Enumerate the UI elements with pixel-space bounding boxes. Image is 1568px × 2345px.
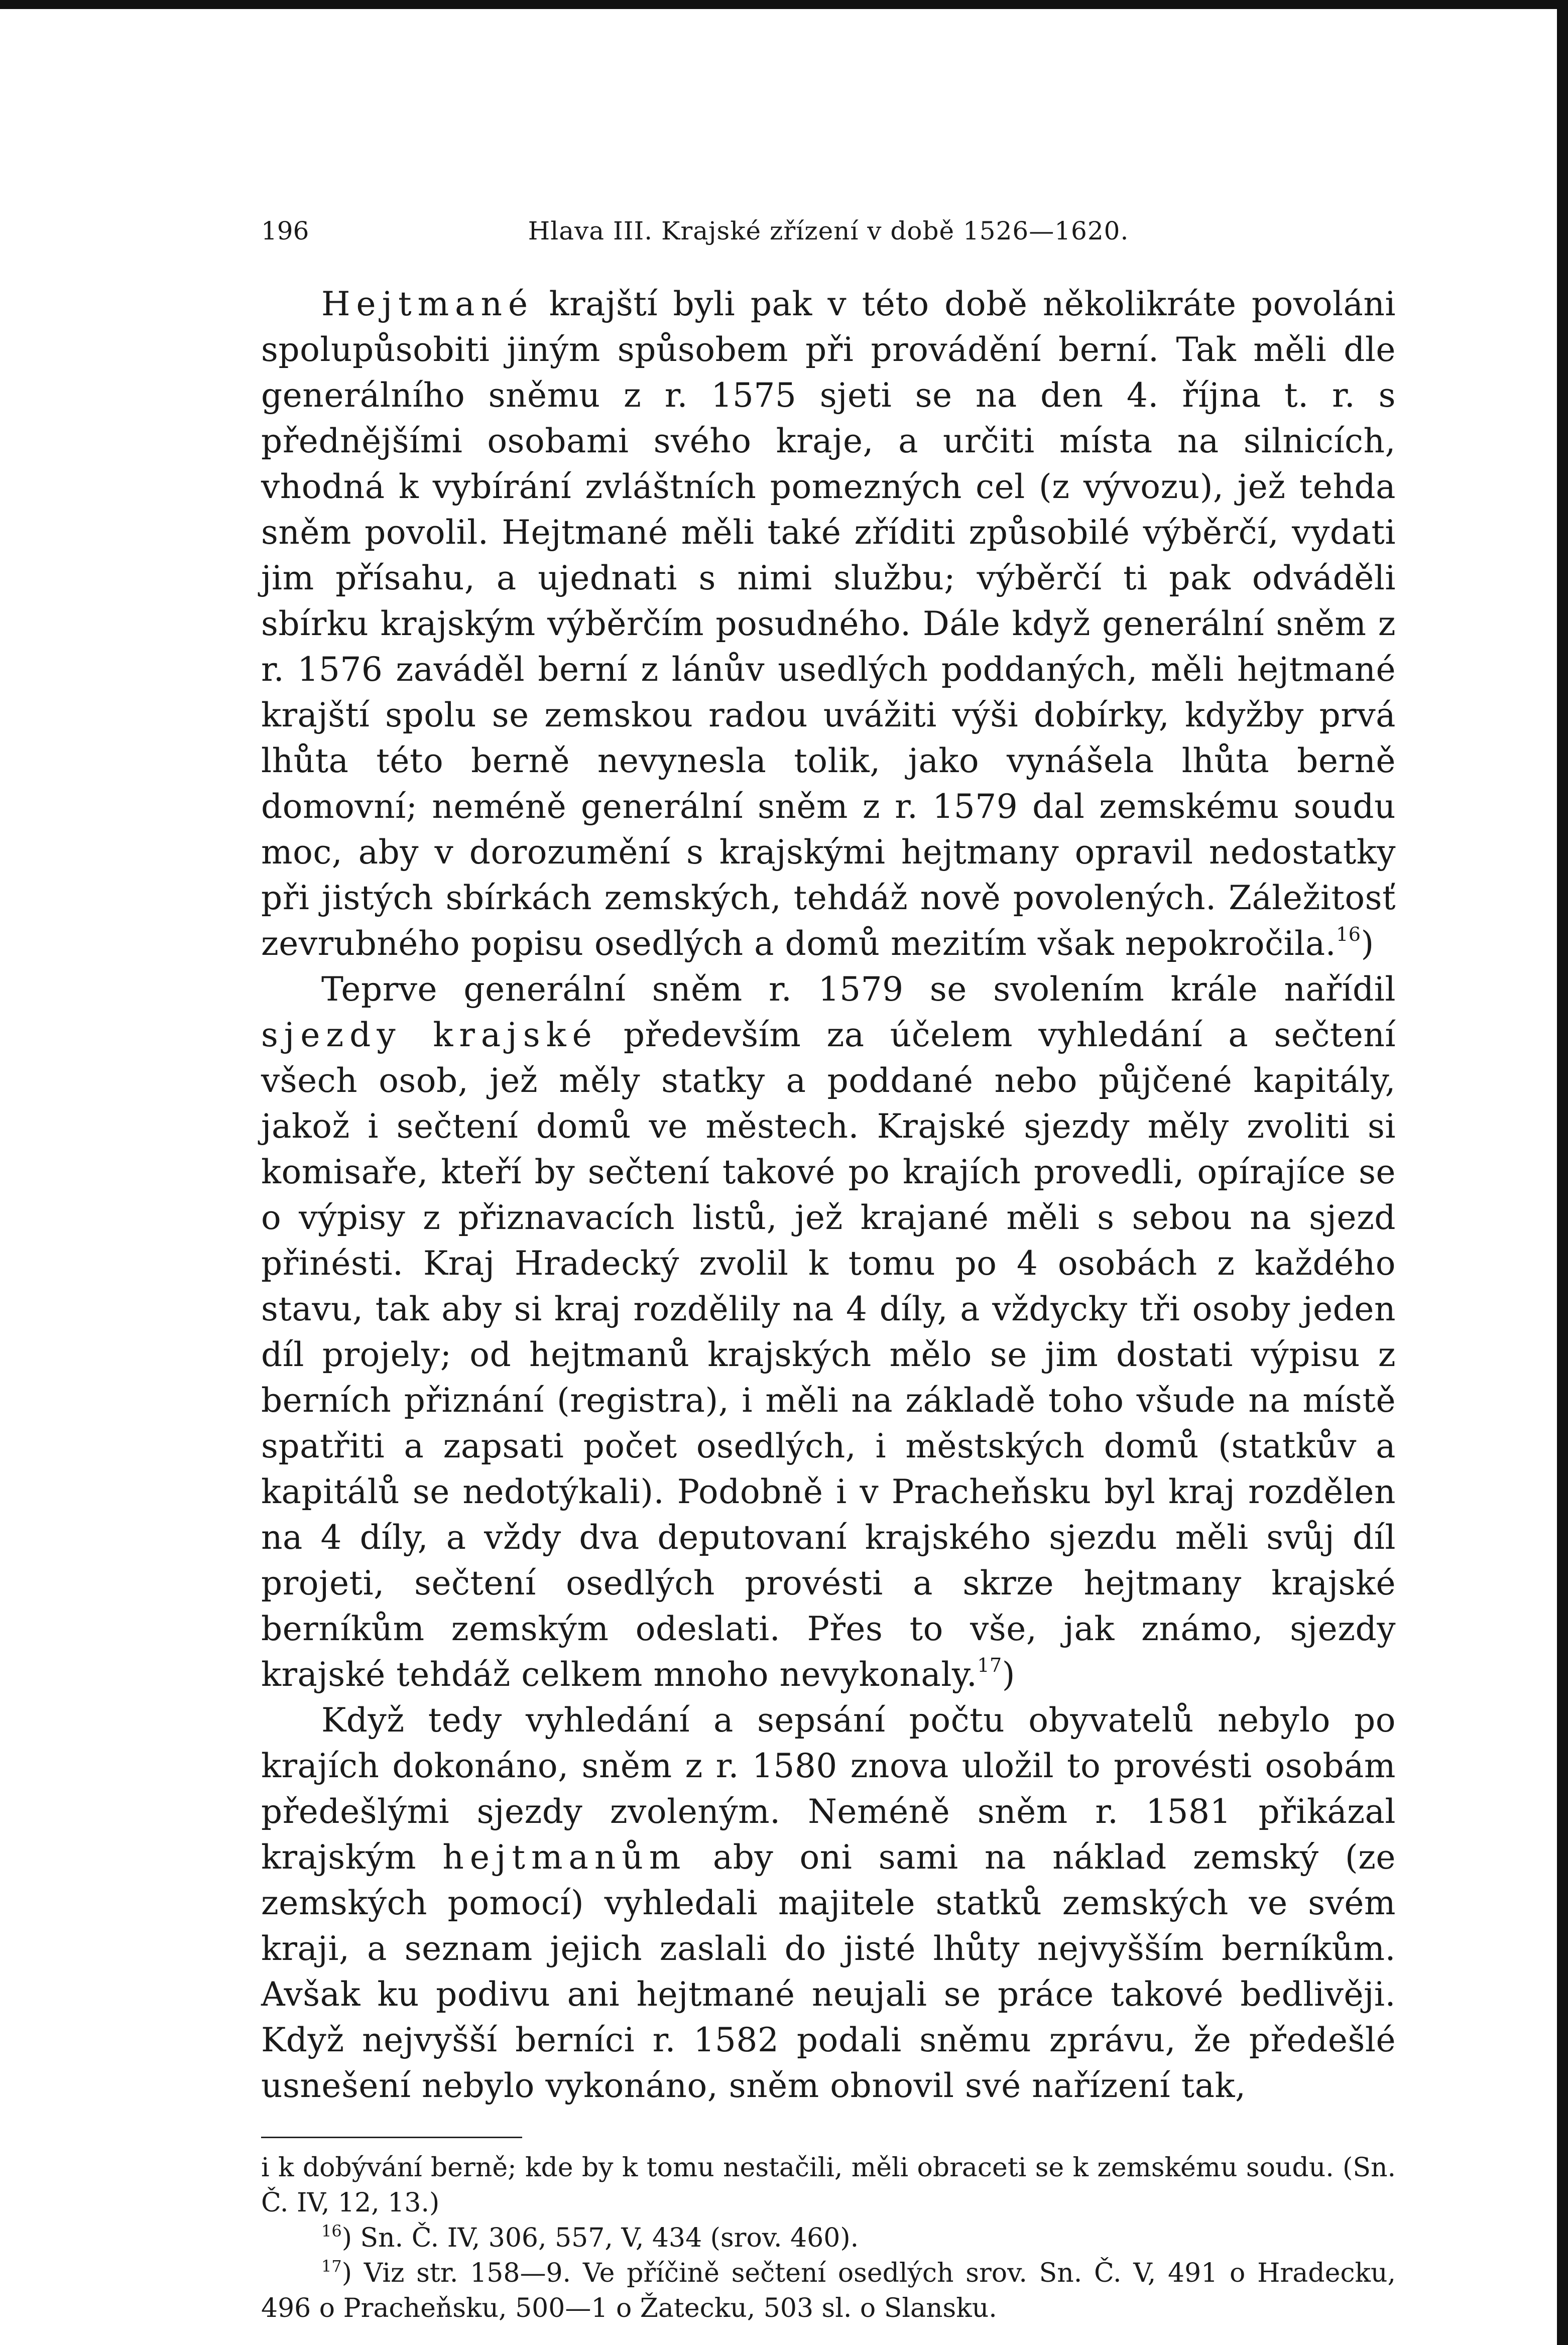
footnotes: [261, 2150, 1396, 2326]
footnote-mark-17: 17: [321, 2257, 342, 2276]
paragraph-text: Když tedy vyhledání a sepsání počtu obyvatelů nebylo po krajích dokonáno, sněm z r. 1580 znova uložil to provésti osobám předešlými sjezdy zvoleným. Neméně sněm r. 1581 přikázal krajským: [261, 1701, 1396, 1877]
footnote-continuation: i k dobývání berně; kde by k tomu nestačili, měli obraceti se k zemskému soudu. (Sn. Č. IV, 12, 13.): [261, 2153, 1396, 2218]
page-number: 196: [261, 216, 309, 245]
footnote-ref-17: 17: [977, 1654, 1002, 1676]
paragraph-text: Teprve generální sněm r. 1579 se svolením krále nařídil: [321, 970, 1396, 1009]
footnote-ref-16: 16: [1336, 923, 1361, 945]
paragraph-1: [261, 281, 1396, 966]
paragraph-closing: ): [1361, 924, 1374, 963]
footnote-divider: [261, 2137, 522, 2138]
paragraph-closing: ): [1002, 1655, 1015, 1694]
scan-border-right: [1557, 0, 1568, 2345]
footnote-16: [261, 2220, 1396, 2256]
footnote-mark-16: 16: [321, 2221, 342, 2241]
spaced-term: Hejtmané: [321, 285, 534, 323]
paragraph-2: [261, 966, 1396, 1697]
footnote-text-16: ) Sn. Č. IV, 306, 557, V, 434 (srov. 460).: [341, 2223, 859, 2253]
chapter-title: Hlava III. Krajské zřízení v době 1526—1620.: [528, 216, 1129, 245]
scan-border-top: [0, 0, 1568, 9]
paragraph-3: [261, 1697, 1396, 2109]
main-text: [261, 281, 1396, 2109]
spaced-term: hejtmanům: [442, 1838, 687, 1877]
running-head: [261, 211, 1396, 251]
spaced-term: sjezdy krajské: [261, 1016, 598, 1054]
paragraph-text-cont: především za účelem vyhledání a sečtení všech osob, jež měly statky a poddané nebo půjčené kapitály, jakož i sečtení domů ve městech. Krajské sjezdy měly zvoliti si komisaře, kteří by sečtení takové po krajích provedli, opírajíce se o výpisy z přiznavacích listů, jež krajané měli s sebou na sjezd přinésti. Kraj Hradecký zvolil k tomu po 4 osobách z každého stavu, tak aby si kraj rozdělily na 4 díly, a vždycky tři osoby jeden díl projely; od hejtmanů krajských mělo se jim dostati výpisu z berních přiznání (registra), i měli na základě toho všude na místě spatřiti a zapsati počet osedlých, i městských domů (statkův a kapitálů se nedotýkali). Podobně i v Pracheňsku byl kraj rozdělen na 4 díly, a vždy dva deputovaní krajského sjezdu měli svůj díl projeti, sečtení osedlých provésti a skrze hejtmany krajské berníkům zemským odeslati. Přes to vše, jak známo, sjezdy krajské tehdáž celkem mnoho nevykonaly.: [261, 1016, 1396, 1694]
paragraph-text: krajští byli pak v této době několikráte povoláni spolupůsobiti jiným spůsobem při provádění berní. Tak měli dle generálního sněmu z r. 1575 sjeti se na den 4. října t. r. s přednějšími osobami svého kraje, a určiti místa na silnicích, vhodná k vybírání zvláštních pomezných cel (z vývozu), jež tehda sněm povolil. Hejtmané měli také zříditi způsobilé výběrčí, vydati jim přísahu, a ujednati s nimi službu; výběrčí ti pak odváděli sbírku krajským výběrčím posudného. Dále když generální sněm z r. 1576 zaváděl berní z lánův usedlých poddaných, měli hejtmané krajští spolu se zemskou radou uvážiti výši dobírky, kdyžby prvá lhůta této berně nevynesla tolik, jako vynášela lhůta berně domovní; neméně generální sněm z r. 1579 dal zemskému soudu moc, aby v dorozumění s krajskými hejtmany opravil nedostatky při jistých sbírkách zemských, tehdáž nově povolených. Záležitosť zevrubného popisu osedlých a domů mezitím však nepokročila.: [261, 285, 1396, 963]
footnote-text-17: ) Viz str. 158—9. Ve příčině sečtení osedlých srov. Sn. Č. V, 491 o Hradecku, 496 o Pracheňsku, 500—1 o Žatecku, 503 sl. o Slansku.: [261, 2258, 1396, 2323]
book-page: [261, 211, 1396, 2326]
footnote-17: [261, 2256, 1396, 2326]
paragraph-text-cont: aby oni sami na náklad zemský (ze zemských pomocí) vyhledali majitele statků zemských ve svém kraji, a seznam jejich zaslali do jisté lhůty nejvyšším berníkům. Avšak ku podivu ani hejtmané neujali se práce takové bedlivěji. Když nejvyšší berníci r. 1582 podali sněmu zprávu, že předešlé usnešení nebylo vykonáno, sněm obnovil své nařízení tak,: [261, 1838, 1396, 2105]
